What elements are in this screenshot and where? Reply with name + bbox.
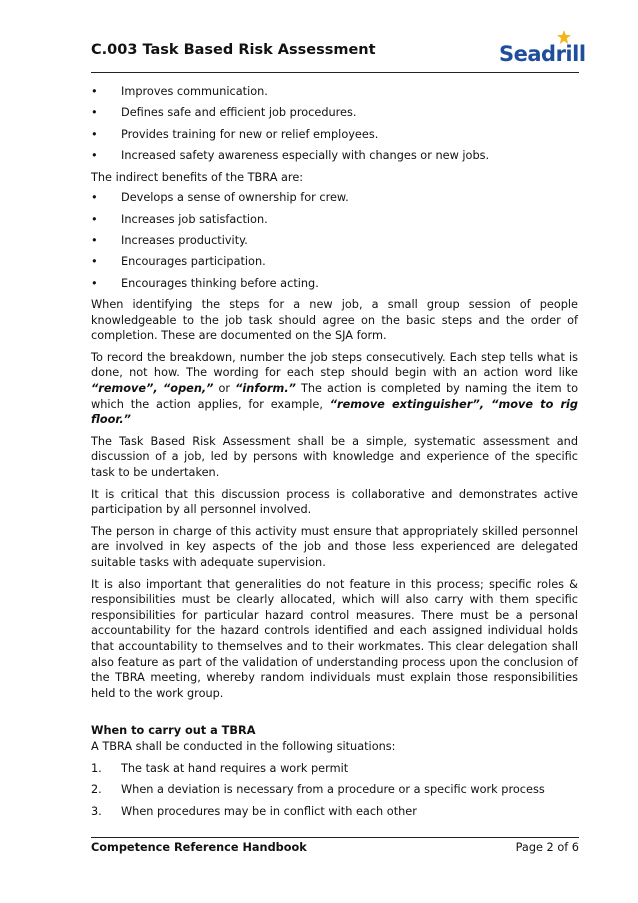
paragraph-critical: It is critical that this discussion process is collaborative and demonstrates active participation by all personnel involved. — [91, 487, 578, 517]
seadrill-logo — [499, 26, 586, 66]
section-heading: When to carry out a TBRA — [91, 724, 256, 738]
bullet-icon: • — [91, 233, 98, 247]
paragraph-tbra-definition: The Task Based Risk Assessment shall be a simple, systematic assessment and discussion of a job, led by persons with knowledge and experience of the specific task to be undertaken. — [91, 434, 578, 480]
section-intro: A TBRA shall be conducted in the following situations: — [91, 739, 396, 753]
page-content — [91, 84, 578, 825]
star-icon — [557, 30, 571, 44]
numbered-item: 3. When procedures may be in conflict with each other — [91, 804, 417, 818]
list-item: • Provides training for new or relief employees. — [91, 127, 379, 141]
paragraph-identifying-steps: When identifying the steps for a new job, a small group session of people knowledgeable to the job task should agree on the basic steps and the order of completion. These are documented on the SJA form. — [91, 298, 578, 343]
document-title: C.003 Task Based Risk Assessment — [91, 42, 376, 58]
paragraph-record-breakdown: To record the breakdown, number the job steps consecutively. Each step tells what is done, not how. The wording for each step should begin with an action word like “remove”, “open,” or “inform.” The action is completed by naming the item to which the action applies, for example, “remove extinguisher”, “move to rig floor.” — [91, 350, 579, 427]
list-item: • Encourages thinking before acting. — [91, 276, 319, 290]
paragraph-important: It is also important that generalities do not feature in this process; specific roles & responsibilities must be clearly allocated, which will also carry with them specific responsibilities for particular hazard control measures. There must be a personal accountability for the hazard controls identified and each assigned individual holds that accountability to themselves and to their workmates. This clear delegation shall also feature as part of the validation of understanding process upon the conclusion of the TBRA meeting, whereby random individuals must explain those responsibilities held to the work group. — [91, 577, 578, 700]
indirect-benefits-intro: The indirect benefits of the TBRA are: — [91, 170, 304, 184]
logo-wordmark: Seadrill — [499, 42, 586, 66]
numbered-item: 1. The task at hand requires a work permit — [91, 761, 349, 775]
page-header — [91, 38, 586, 73]
list-item: • Defines safe and efficient job procedures. — [91, 106, 357, 120]
list-item: • Increases job satisfaction. — [91, 212, 268, 226]
bullet-icon: • — [91, 212, 98, 226]
paragraph-person-in-charge: The person in charge of this activity must ensure that appropriately skilled personnel are involved in key aspects of the job and those less experienced are delegated suitable tasks with adequate supervision. — [91, 524, 578, 570]
bullet-icon: • — [91, 149, 98, 163]
list-item: • Increased safety awareness especially with changes or new jobs. — [91, 149, 490, 163]
bullet-icon: • — [91, 127, 98, 141]
page-footer — [91, 837, 579, 858]
bullet-icon: • — [91, 255, 98, 269]
bullet-icon: • — [91, 276, 98, 290]
bullet-icon: • — [91, 106, 98, 120]
page-number: Page 2 of 6 — [515, 841, 579, 854]
footer-handbook-title: Competence Reference Handbook — [91, 841, 307, 854]
bullet-icon: • — [91, 191, 98, 205]
list-item: • Develops a sense of ownership for crew. — [91, 191, 349, 205]
list-item: • Increases productivity. — [91, 233, 248, 247]
bullet-icon: • — [91, 85, 98, 98]
list-item: • Improves communication. — [91, 85, 268, 98]
numbered-item: 2. When a deviation is necessary from a procedure or a specific work process — [91, 783, 545, 797]
list-item: • Encourages participation. — [91, 255, 266, 269]
